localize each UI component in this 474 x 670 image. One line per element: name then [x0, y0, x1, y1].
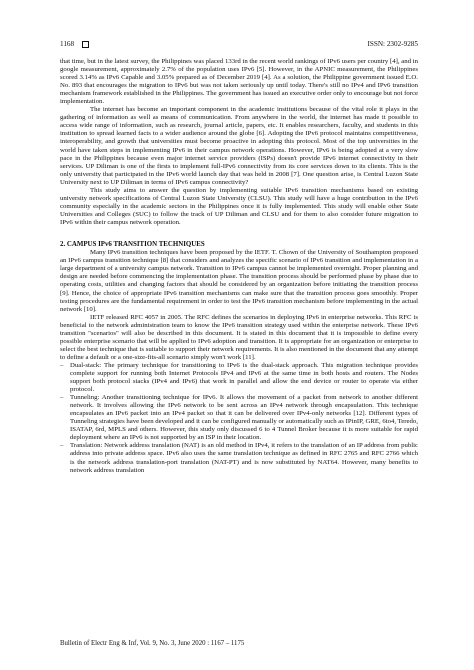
list-bullet: –	[60, 442, 64, 450]
list-item-tunneling	[60, 394, 418, 442]
list-item-text: Translation: Network address translation (NAT) is an old method in IPv4, it refers to the translation of an IP address from public address into private address space. IPv6 also uses the same translation technique as defined in RFC 2765 and RFC 2766 which is the network address translation-port translation (NAT-PT) and is now substituted by NAT64. However, many benefits to network address translation	[70, 442, 418, 474]
section-paragraph-1: Many IPv6 transition techniques have been proposed by the IETF. T. Chown of the University of Southampton proposed an IPv6 campus transition technique [8] that considers and analyzes the specific scenario of IPv6 transition and implementation in a large department of a university campus network. Transition to IPv6 campus cannot be implemented overnight. Proper planning and design are needed before commencing the implementation phase. The transition process should be performed phase by phase due to operating costs, utilities and changing factors that should be considered by an organization before initiating the transition process [9]. Hence, the choice of appropriate IPv6 transition mechanisms can make sure that the transition process goes smoothly. Proper testing procedures are the fundamental requirement in order to test the IPv6 transition mechanism before implementing in the actual network [10].	[60, 249, 418, 313]
list-item-dual-stack	[60, 362, 418, 394]
intro-paragraph-1: that time, but in the latest survey, the Philippines was placed 133rd in the recent world rankings of IPv6 users per country [4], and in google measurement, approximately 2.7% of the population uses IPv6 [5]. However, in the APNIC measurement, the Philippines scored 3.14% as IPv6 Capable and 3.05% prepared as of December 2019 [4]. As a solution, the Philippine government issued E.O. No. 893 that encourages the migration to IPv6 but was not taken seriously up until today. There's still no IPv4 and IPv6 transition mechanism framework established in the Philippines. The government has issued an executive order only to encourage but not force implementation.	[60, 58, 418, 106]
journal-citation: Bulletin of Electr Eng & Inf, Vol. 9, No. 3, June 2020 : 1167 – 1175	[60, 640, 245, 647]
square-box-icon	[82, 41, 89, 48]
list-item-translation	[60, 442, 418, 474]
list-bullet: –	[60, 361, 64, 369]
page-footer	[60, 640, 418, 647]
list-item-text: Tunneling: Another transitioning technique for IPv6. It allows the movement of a packet from network to another different network. It involves allowing the IPv6 network to be sent across an IPv4 network through encapsulation. This technique encapsulates an IPv6 packet into an IPv4 packet so that it can be delivered over IPv4-only networks [12]. Different types of Tunneling strategies have been developed and it can be configured manually or automatically such as IPinIP, GRE, 6to4, Teredo, ISATAP, 6rd, MPLS and others. However, this study only discussed 6 to 4 Tunnel Broker because it is more suitable for rapid deployment where an IPv6 is not supported by an ISP in their location.	[70, 394, 418, 442]
section-heading: 2. CAMPUS IPv6 TRANSITION TECHNIQUES	[60, 240, 205, 248]
issn-label: ISSN: 2302-9285	[367, 40, 418, 48]
intro-paragraph-2: The internet has become an important component in the academic institutions because of the vital role it plays in the gathering of information as well as means of communication. From anywhere in the world, the internet has made it possible to access wide range of information, such as research, journal article, papers, etc. It enables researchers, faculty, and students in this institution to spread learned facts to a wider audience around the globe [6]. Adopting the IPv6 protocol maintains competitiveness, interoperability, and growth that universities must become proactive in adopting this protocol. Most of the top universities in the world have taken steps in implementing IPv6 in their campus network operations. However, IPv6 is being adopted at a very slow pace in the Philippines because even major internet service providers (ISPs) doesn't provide IPv6 internet connectivity in their services. UP Diliman is one of the firsts to implement full-IPv6 connectivity from its core services down to its clients. This is the only university that participated in the IPv6 world launch day that was held in 2008 [7]. One question arise, is Central Luzon State University next to UP Diliman in terms of IPv6 campus connectivity?	[60, 106, 418, 186]
transition-techniques-list	[60, 362, 418, 475]
page-header	[60, 40, 418, 49]
list-item-text: Dual-stack: The primary technique for transitioning to IPv6 is the dual-stack approach. This migration technique provides complete support for running both Internet Protocols IPv4 and IPv6 at the same time in both hosts and routers. The Nodes support both protocol stacks (IPv4 and IPv6) that work in parallel and allow the end device or router to operate via either protocol.	[70, 361, 418, 394]
section-paragraph-2: IETF released RFC 4057 in 2005. The RFC defines the scenarios in deploying IPv6 in enterprise networks. This RFC is beneficial to the network administration team to know the IPv6 transition strategy used within the enterprise network. These IPv6 transition "scenarios" will also be described in this document. It is stated in this document that it is impossible to define every possible enterprise scenario that will be applied to IPv6 adoption and transition. It is appropriate for an organization or enterprise to select the best technique that is suitable to support their network requirements. It is also mentioned in the document that any attempt to define a default or a one-size-fits-all scenario simply won't work [11].	[60, 313, 418, 361]
paper-page	[60, 40, 418, 475]
list-bullet: –	[60, 394, 64, 402]
page-number: 1168	[60, 40, 75, 48]
intro-paragraph-3: This study aims to answer the question by implementing suitable IPv6 transition mechanisms based on existing university network specifications of Central Luzon State University (CLSU). This study will have a huge contribution in the IPv6 community especially in the academic sectors in the Philippines once it is fully implemented. This study will enable other State Universities and Colleges (SUC) to follow the track of UP Diliman and CLSU and for them to also consider future migration to IPv6 within their campus network operation.	[60, 186, 418, 226]
